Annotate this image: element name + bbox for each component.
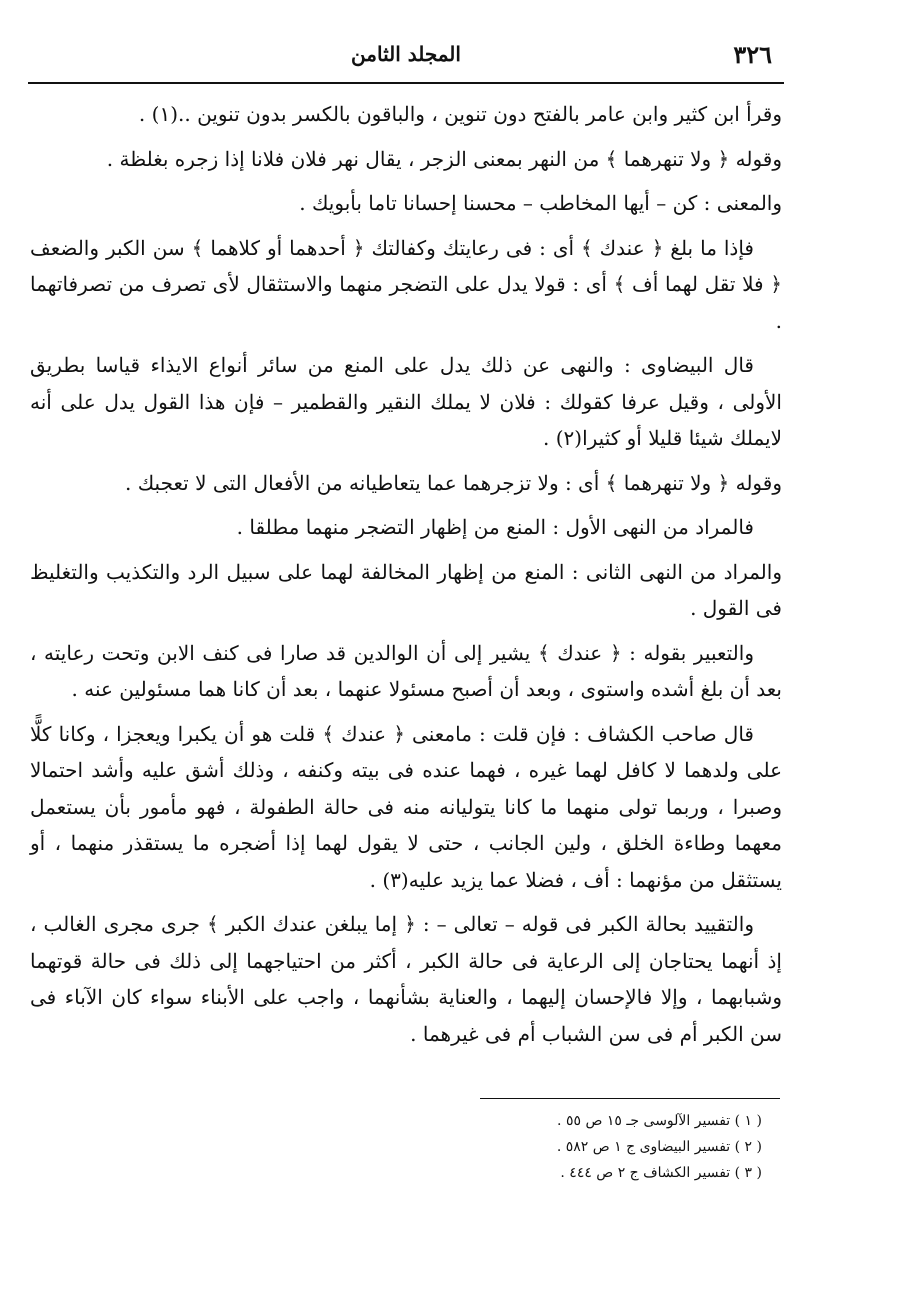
paragraph-second-prohibition: والمراد من النهى الثانى : المنع من إظهار المخالفة لهما على سبيل الرد والتكذيب والتغليظ فى القول . — [30, 559, 782, 620]
page-number: ٣٢٦ — [733, 40, 772, 69]
paragraph-qiraat: وقرأ ابن كثير وابن عامر بالفتح دون تنوين ، والباقون بالكسر بدون تنوين ..(١) . — [138, 102, 782, 126]
footnote-2: ( ٢ ) تفسير البيضاوى ج ١ ص ٥٨٢ . — [556, 1139, 762, 1155]
footnote-3: ( ٣ ) تفسير الكشاف ج ٢ ص ٤٤٤ . — [560, 1165, 762, 1181]
paragraph-no-scolding: وقوله ﴿ ولا تنهرهما ﴾ أى : ولا تزجرهما عما يتعاطيانه من الأفعال التى لا تعجبك . — [124, 470, 782, 495]
paragraph-baydawi: قال البيضاوى : والنهى عن ذلك يدل على المنع من سائر أنواع الايذاء قياسا بطريق الأولى ، وقيل عرفا كقولك : فلان لا يملك النقير والقطمير – فإن هذا القول يدل على أنه لايملك شيئا قليلا أو كثيرا(٢) . — [30, 353, 782, 450]
paragraph-old-age: فإذا ما بلغ ﴿ عندك ﴾ أى : فى رعايتك وكفالتك ﴿ أحدهما أو كلاهما ﴾ سن الكبر والضعف ﴿ فلا تقل لهما أف ﴾ أى : قولا يدل على التضجر منهما والاستثقال لأى تصرف من تصرفاتهما . — [30, 235, 782, 333]
volume-title: المجلد الثامن — [351, 42, 461, 66]
paragraph-first-prohibition: فالمراد من النهى الأول : المنع من إظهار التضجر منهما مطلقا . — [236, 515, 754, 539]
footnotes — [302, 1108, 762, 1186]
footnote-1: ( ١ ) تفسير الآلوسى جـ ١٥ ص ٥٥ . — [557, 1113, 762, 1129]
paragraph-nahr-meaning: وقوله ﴿ ولا تنهرهما ﴾ من النهر بمعنى الزجر ، يقال نهر فلان فلانا إذا زجره بغلظة . — [106, 146, 782, 171]
main-text — [30, 96, 782, 1060]
paragraph-old-age-restriction: والتقييد بحالة الكبر فى قوله – تعالى – : ﴿ إما يبلغن عندك الكبر ﴾ جرى مجرى الغالب ، إذ أنهما يحتاجان إلى الرعاية فى حالة الكبر ، أكثر من احتياجهما إلى ذلك فى حالة قوتهما وشبابهما ، وإلا فالإحسان إليهما ، والعناية بشأنهما ، واجب على الأبناء سواء كان الآباء فى سن الكبر أم فى سن الشباب أم فى غيرهما . — [30, 912, 782, 1046]
paragraph-indaka: والتعبير بقوله : ﴿ عندك ﴾ يشير إلى أن الوالدين قد صارا فى كنف الابن وتحت رعايته ، بعد أن بلغ أشده واستوى ، وبعد أن أصبح مسئولا عنهما ، بعد أن كانا هما مسئولين عنه . — [30, 640, 782, 701]
page-header — [28, 36, 784, 80]
footnote-divider — [480, 1098, 780, 1099]
paragraph-kashshaf: قال صاحب الكشاف : فإن قلت : مامعنى ﴿ عندك ﴾ قلت هو أن يكبرا ويعجزا ، وكانا كلًّا على ولدهما لا كافل لهما غيره ، فهما عنده فى بيته وكنفه ، وذلك أشق عليه وأشد احتمالا وصبرا ، وربما تولى منهما ما كانا يتوليانه منه فى حالة الطفولة ، فهو مأمور بأن يستعمل معهما وطاءة الخلق ، ولين الجانب ، حتى لا يقول لهما إذا أضجره ما يستقذر منهما ، أو يستثقل من مؤنهما : أف ، فضلا عما يزيد عليه(٣) . — [30, 721, 783, 892]
header-divider — [28, 82, 784, 84]
paragraph-meaning: والمعنى : كن – أيها المخاطب – محسنا إحسانا تاما بأبويك . — [299, 191, 782, 215]
